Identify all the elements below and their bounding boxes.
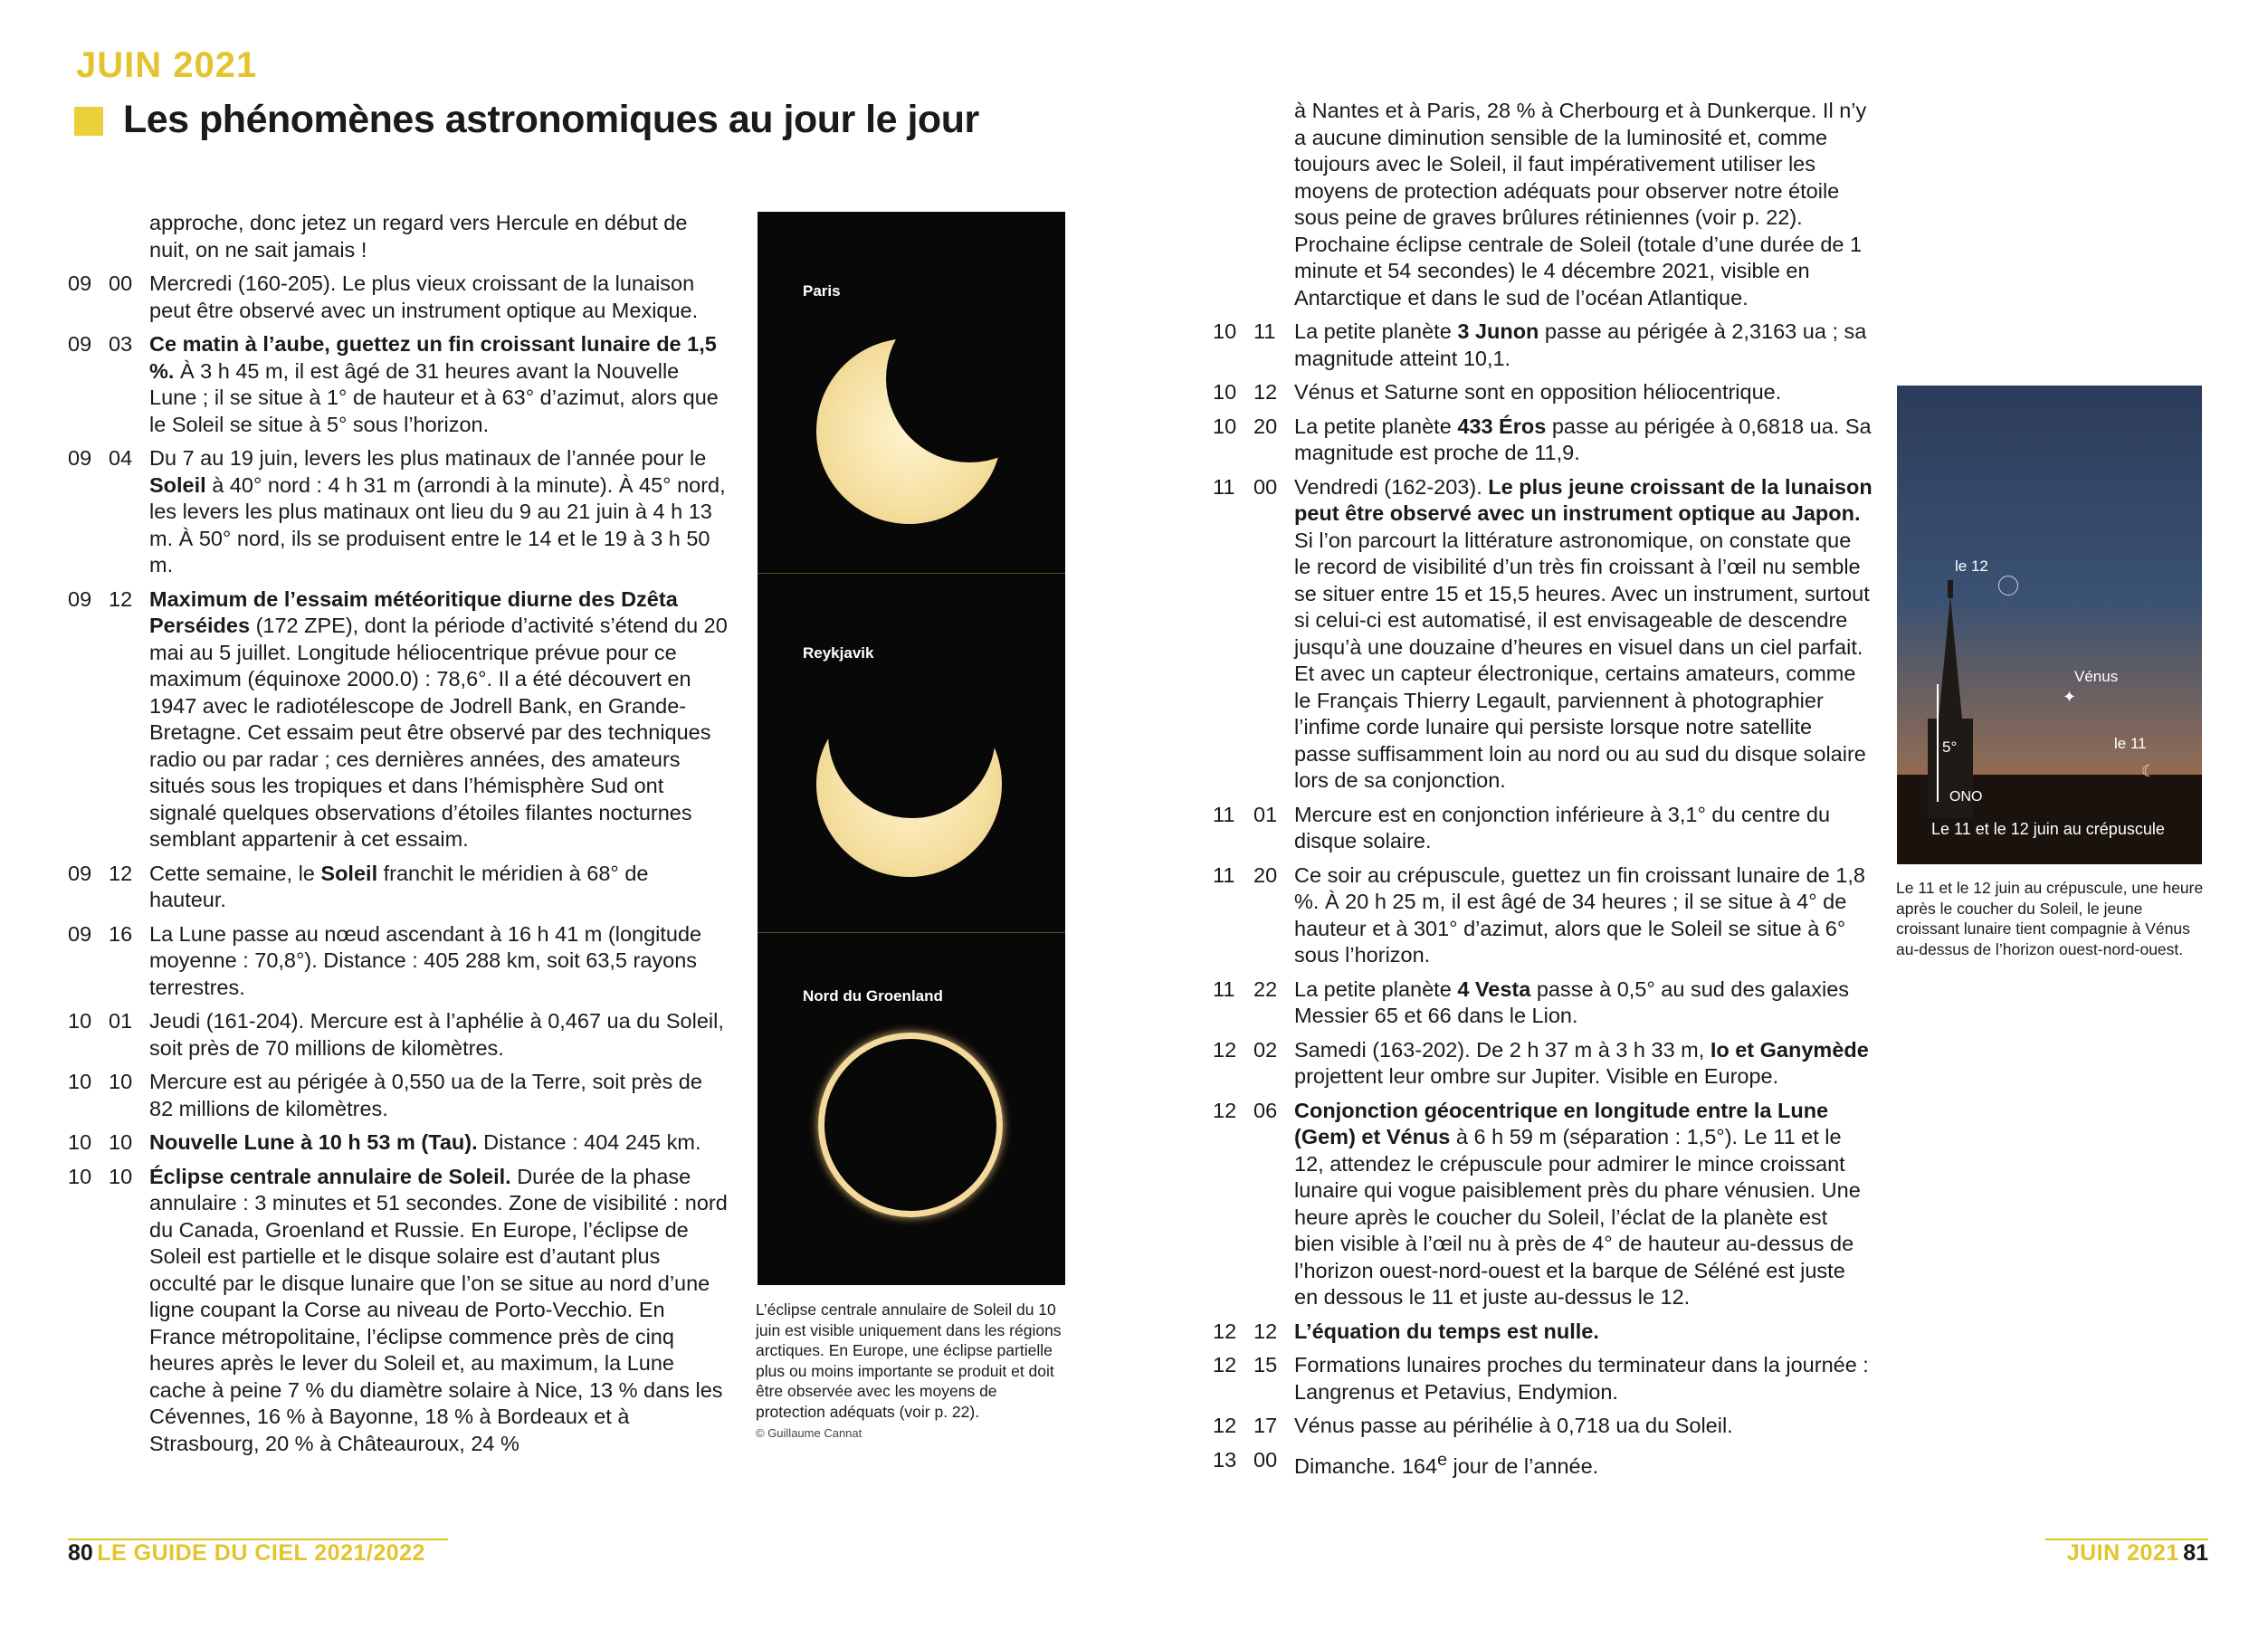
event-entry (68, 445, 729, 579)
event-day: 12 (1213, 1319, 1237, 1343)
eclipse-photo-strip (758, 212, 1065, 1285)
event-entry (68, 921, 729, 1002)
left-footer (68, 1538, 448, 1567)
event-hour: 12 (109, 586, 133, 611)
event-hour: 04 (109, 446, 133, 470)
label-moon-12: le 12 (1955, 557, 1988, 575)
event-entry (1213, 474, 1873, 795)
event-text: La Lune passe au nœud ascendant à 16 h 41 m (longitude moyenne : 70,8°). Distance : 405 288 km, soit 63,5 rayons terrestres. (149, 921, 702, 999)
event-hour: 15 (1253, 1353, 1278, 1377)
event-day: 10 (1213, 319, 1237, 343)
event-text: passe au périgée à 2,3163 ua ; sa magnitude atteint 10,1. (1294, 319, 1867, 370)
event-hour: 10 (109, 1070, 133, 1093)
title-marker (74, 107, 103, 136)
moon-disc (886, 295, 1053, 462)
event-hour: 02 (1253, 1037, 1278, 1062)
event-text: Vénus passe au périhélie à 0,718 ua du Soleil. (1294, 1414, 1733, 1437)
right-footer (2045, 1538, 2208, 1567)
event-entry (1213, 802, 1873, 855)
event-entry (1213, 1319, 1873, 1346)
event-highlight: Éclipse centrale annulaire de Soleil. (149, 1164, 511, 1188)
event-highlight: Io et Ganymède (1710, 1037, 1869, 1062)
event-day: 12 (1213, 1414, 1237, 1437)
event-highlight: Soleil (149, 472, 206, 497)
event-entry (68, 271, 729, 324)
event-highlight: Soleil (320, 861, 378, 885)
event-day: 09 (68, 861, 92, 885)
book-title: LE GUIDE DU CIEL 2021/2022 (97, 1540, 425, 1566)
event-text: passe au périgée à 0,6818 ua. Sa magnitude est proche de 11,9. (1294, 414, 1872, 464)
event-day: 09 (68, 921, 92, 946)
moon-11-icon: ☾ (2141, 762, 2157, 780)
event-hour: 01 (109, 1009, 133, 1033)
event-text: (172 ZPE), dont la période d’activité s’étend du 20 mai au 5 juillet. Longitude héliocentrique prévue pour ce maximum (équinoxe 2000.0) : 78,6°. Il a été découvert en 1947 avec le radiotélescope de Jodrell Bank, en Grande-Bretagne. Cet essaim peut être observé par des techniques radio ou par radar ; ces dernières années, des amateurs situés sous les tropiques et dans l’hémisphère Sud ont signalé quelques observations d’étoiles filantes nocturnes semblant appartenir à cet essaim. (149, 614, 728, 851)
event-hour: 12 (1253, 1319, 1278, 1343)
event-text: Cette semaine, le (149, 861, 321, 885)
panel-label: Reykjavik (803, 644, 874, 662)
event-text: Distance : 404 245 km. (477, 1130, 701, 1154)
eclipse-panel-greenland (758, 932, 1065, 1286)
event-text: Jeudi (161-204). Mercure est à l’aphélie à 0,467 ua du Soleil, soit près de 70 millions de kilomètres. (149, 1009, 724, 1060)
event-text: À 3 h 45 m, il est âgé de 31 heures avant la Nouvelle Lune ; il se situe à 1° de hauteur et à 63° d’azimut, alors que le Soleil se situe à 5° sous l’horizon. (149, 358, 719, 436)
photo-credit: © Guillaume Cannat (756, 1426, 862, 1440)
event-day: 09 (68, 272, 92, 295)
event-day: 11 (1213, 862, 1235, 887)
event-hour: 12 (1253, 380, 1278, 404)
moon-disc (828, 651, 996, 818)
event-highlight: 4 Vesta (1457, 976, 1531, 1001)
left-column (68, 210, 729, 1464)
event-hour: 01 (1253, 802, 1278, 826)
event-hour: 16 (109, 921, 133, 946)
right-column (1213, 98, 1873, 1487)
event-entry (1213, 379, 1873, 406)
event-highlight: L’équation du temps est nulle. (1294, 1319, 1599, 1343)
event-hour: 11 (1253, 319, 1276, 343)
event-day: 09 (68, 586, 92, 611)
event-entry (1213, 1037, 1873, 1091)
event-highlight: 3 Junon (1457, 319, 1539, 343)
month-heading: JUIN 2021 (76, 45, 258, 85)
event-hour: 12 (109, 861, 133, 885)
steeple-spire (1939, 596, 1962, 719)
event-text: franchit le méridien à 68° de hauteur. (149, 861, 649, 911)
label-scale: 5° (1942, 738, 1958, 756)
event-entry (1213, 1098, 1873, 1311)
event-entry (68, 1129, 729, 1157)
event-text: Mercure est en conjonction inférieure à 3,1° du centre du disque solaire. (1294, 802, 1831, 853)
event-entry (1213, 862, 1873, 969)
event-hour: 20 (1253, 414, 1278, 438)
event-text: Vendredi (162-203). (1294, 474, 1489, 499)
event-hour: 00 (1253, 1447, 1278, 1472)
eclipse-caption (756, 1300, 1068, 1444)
event-hour: 10 (109, 1130, 133, 1154)
event-day: 10 (1213, 380, 1237, 404)
panel-label: Paris (803, 282, 841, 300)
twilight-caption: Le 11 et le 12 juin au crépuscule, une heure après le coucher du Soleil, le jeune croissant lunaire tient compagnie à Vénus au-dessus de l’horizon ouest-nord-ouest. (1896, 879, 2204, 958)
event-text: à 40° nord : 4 h 31 m (arrondi à la minute). À 45° nord, les levers les plus matinaux ont lieu du 9 au 21 juin à 4 h 13 m. À 50° nord, ils se produisent entre le 14 et le 19 à 3 h 50 m. (149, 472, 726, 576)
event-text: Vénus et Saturne sont en opposition héliocentrique. (1294, 380, 1782, 404)
event-day: 12 (1213, 1037, 1237, 1062)
event-highlight: 433 Éros (1457, 414, 1547, 438)
photo-overlay-caption: Le 11 et le 12 juin au crépuscule (1931, 820, 2165, 838)
event-entry (1213, 1413, 1873, 1440)
twilight-photo (1897, 386, 2202, 864)
event-day: 11 (1213, 802, 1235, 826)
event-entry (1213, 414, 1873, 467)
event-day: 11 (1213, 474, 1235, 499)
event-text: Dimanche. 164 (1294, 1453, 1438, 1478)
event-text: La petite planète (1294, 414, 1458, 438)
event-text: Mercure est au périgée à 0,550 ua de la Terre, soit près de 82 millions de kilomètres. (149, 1070, 702, 1120)
event-entry (68, 586, 729, 853)
event-day: 11 (1213, 976, 1235, 1001)
event-text: Formations lunaires proches du terminateur dans la journée : Langrenus et Petavius, Endymion. (1294, 1353, 1869, 1404)
event-text: Mercredi (160-205). Le plus vieux croissant de la lunaison peut être observé avec un instrument optique au Mexique. (149, 272, 699, 322)
scale-bar (1937, 684, 1939, 802)
footer-month: JUIN 2021 (2066, 1540, 2179, 1566)
event-text: Samedi (163-202). De 2 h 37 m à 3 h 33 m, (1294, 1037, 1711, 1062)
event-highlight: Ce matin à l’aube, guettez un fin croissant lunaire de 1,5 %. (149, 332, 717, 383)
page-number: 81 (2183, 1540, 2208, 1566)
event-text: La petite planète (1294, 319, 1458, 343)
moon-12-icon (1998, 576, 2018, 595)
event-text: Durée de la phase annulaire : 3 minutes et 51 secondes. Zone de visibilité : nord du Canada, Groenland et Russie. En Europe, l’éclipse de Soleil est partielle et le disque solaire est d’autant plus occulté par le disque lunaire que l’on se situe au nord d’une ligne coupant la Corse au niveau de Porto-Vecchio. En France métropolitaine, l’éclipse commence près de cinq heures après le lever du Soleil et, au maximum, la Lune cache à peine 7 % du diamètre solaire à Nice, 13 % dans les Cévennes, 16 % à Bayonne, 18 % à Bordeaux et à Strasbourg, 20 % à Châteauroux, 24 % (149, 1164, 728, 1455)
event-hour: 03 (109, 332, 133, 356)
event-entry (68, 1164, 729, 1458)
event-day: 10 (68, 1070, 92, 1093)
event-hour: 00 (1253, 474, 1278, 499)
event-highlight: Maximum de l’essaim météoritique diurne des Dzêta Perséides (149, 586, 678, 637)
event-day: 09 (68, 446, 92, 470)
venus-star-icon: ✦ (2063, 688, 2077, 706)
steeple-cross (1948, 580, 1953, 598)
event-text: à 6 h 59 m (séparation : 1,5°). Le 11 et le 12, attendez le crépuscule pour admirer le mince croissant lunaire qui vogue paisiblement près du phare vénusien. Une heure après le coucher du Soleil, l’éclat de la planète est bien visible à l’œil nu à près de 4° de hauteur au-dessus de l’horizon ouest-nord-ouest et la barque de Séléné est juste en dessous le 11 et juste au-dessus le 12. (1294, 1125, 1861, 1309)
event-text: La petite planète (1294, 976, 1458, 1001)
event-entry (1213, 1447, 1873, 1480)
event-hour: 17 (1253, 1414, 1278, 1437)
event-day: 12 (1213, 1353, 1237, 1377)
event-highlight: Conjonction géocentrique en longitude entre la Lune (Gem) et Vénus (1294, 1098, 1829, 1148)
continuation-text: approche, donc jetez un regard vers Hercule en début de nuit, on ne sait jamais ! (149, 211, 688, 262)
event-day: 10 (68, 1164, 92, 1188)
label-moon-11: le 11 (2114, 735, 2147, 752)
event-day: 12 (1213, 1098, 1237, 1122)
continuation-text: à Nantes et à Paris, 28 % à Cherbourg et à Dunkerque. Il n’y a aucune diminution sensible de la luminosité et, comme toujours avec le Soleil, il faut impérativement utiliser les moyens de protection adéquats pour observer notre étoile sous peine de graves brûlures rétiniennes (voir p. 22). Prochaine éclipse centrale de Soleil (totale d’une durée de 1 minute et 54 secondes) le 4 décembre 2021, visible en Antarctique et dans le sud de l’océan Atlantique. (1294, 99, 1867, 310)
event-day: 10 (1213, 414, 1237, 438)
label-direction: ONO (1949, 789, 1983, 805)
event-entry (68, 861, 729, 914)
event-day: 09 (68, 332, 92, 356)
page-title: Les phénomènes astronomiques au jour le jour (123, 98, 979, 141)
event-text: Ce soir au crépuscule, guettez un fin croissant lunaire de 1,8 %. À 20 h 25 m, il est âgé de 34 heures ; il se situe à 4° de hauteur et à 301° d’azimut, alors que le Soleil se situe à 6° sous l’horizon. (1294, 862, 1865, 967)
event-hour: 20 (1253, 862, 1278, 887)
event-entry (1213, 319, 1873, 372)
ordinal-suffix: e (1437, 1449, 1447, 1470)
event-day: 10 (68, 1009, 92, 1033)
event-text: jour de l’année. (1446, 1453, 1599, 1478)
event-text: projettent leur ombre sur Jupiter. Visible en Europe. (1294, 1064, 1779, 1088)
event-day: 10 (68, 1130, 92, 1154)
event-entry (68, 1069, 729, 1122)
event-hour: 06 (1253, 1098, 1278, 1122)
event-hour: 22 (1253, 976, 1278, 1001)
event-text: Du 7 au 19 juin, levers les plus matinaux de l’année pour le (149, 446, 707, 470)
event-entry (1213, 1352, 1873, 1405)
event-highlight: Le plus jeune croissant de la lunaison peut être observé avec un instrument optique au Japon. (1294, 474, 1873, 525)
event-text: Si l’on parcourt la littérature astronomique, on constate que le record de visibilité d’un très fin croissant à l’œil nu semble se situer entre 15 et 15,5 heures. Avec un instrument, surtout si celui-ci est automatisé, il est envisageable de descendre jusqu’à une douzaine d’heures en visuel dans un ciel parfait. Et avec un capteur électronique, certains amateurs, comme le Français Thierry Legault, parviennent à photographier l’infime corde lunaire qui persiste lorsque notre satellite passe suffisamment loin au nord ou au sud du disque solaire lors de sa conjonction. (1294, 528, 1870, 792)
eclipse-panel-paris (758, 212, 1065, 573)
eclipse-panel-reykjavik (758, 573, 1065, 931)
page-number: 80 (68, 1540, 93, 1566)
event-hour: 00 (109, 272, 133, 295)
annular-eclipse-ring (818, 1033, 1003, 1217)
event-entry (1213, 976, 1873, 1030)
label-venus: Vénus (2074, 668, 2119, 685)
caption-text: L’éclipse centrale annulaire de Soleil du 10 juin est visible uniquement dans les régions arctiques. En Europe, une éclipse partielle plus ou moins importante se produit et doit être observée avec les moyens de protection adéquats (voir p. 22). (756, 1300, 1062, 1421)
event-hour: 10 (109, 1164, 133, 1188)
panel-label: Nord du Groenland (803, 987, 943, 1005)
event-entry (68, 1008, 729, 1062)
event-highlight: Nouvelle Lune à 10 h 53 m (Tau). (149, 1130, 478, 1154)
event-text: passe à 0,5° au sud des galaxies Messier 65 et 66 dans le Lion. (1294, 976, 1850, 1027)
event-day: 13 (1213, 1447, 1237, 1472)
event-entry (68, 331, 729, 438)
